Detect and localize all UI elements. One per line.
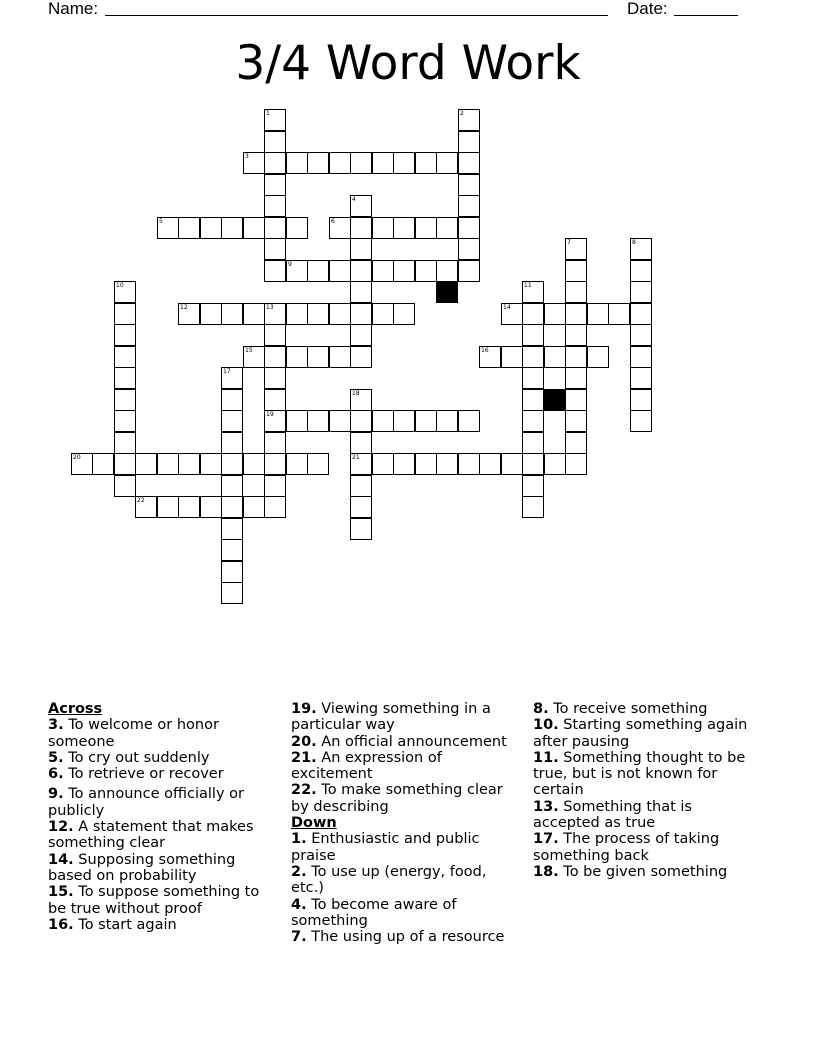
clue-number: 20.	[291, 733, 317, 750]
cell-number: 6	[331, 218, 335, 225]
grid-cell[interactable]	[522, 281, 544, 303]
name-label: Name:	[48, 0, 99, 18]
grid-cell[interactable]	[608, 303, 630, 325]
clue-text: Something that is accepted as true	[533, 798, 692, 832]
grid-cell[interactable]	[243, 217, 265, 239]
grid-cell[interactable]	[221, 432, 243, 454]
cell-number: 9	[288, 261, 292, 268]
grid-cell[interactable]	[114, 389, 136, 411]
clue-text: The using up of a resource	[311, 929, 505, 946]
clue-number: 19.	[291, 701, 317, 717]
grid-cell[interactable]	[264, 367, 286, 389]
grid-cell[interactable]	[350, 303, 372, 325]
grid-cell[interactable]	[630, 281, 652, 303]
clue-text: To receive something	[553, 701, 708, 717]
cell-number: 12	[180, 304, 188, 311]
cell-number: 11	[524, 282, 532, 289]
clue-down-7	[291, 929, 516, 945]
grid-cell[interactable]	[501, 346, 523, 368]
grid-cell[interactable]	[522, 303, 544, 325]
grid-cell[interactable]	[243, 152, 265, 174]
clue-across-5	[48, 750, 273, 766]
cell-number: 2	[460, 110, 464, 117]
grid-cell[interactable]	[178, 217, 200, 239]
grid-cell[interactable]	[415, 152, 437, 174]
clue-across-14	[48, 852, 273, 885]
clue-text: A statement that makes something clear	[48, 819, 254, 852]
grid-cell[interactable]	[565, 324, 587, 346]
cell-number: 5	[159, 218, 163, 225]
grid-cell[interactable]	[458, 152, 480, 174]
clue-text: To make something clear by describing	[291, 782, 503, 815]
grid-cell[interactable]	[522, 346, 544, 368]
grid-cell[interactable]	[415, 410, 437, 432]
grid-cell[interactable]	[329, 260, 351, 282]
grid-cell[interactable]	[350, 389, 372, 411]
grid-cell[interactable]	[458, 131, 480, 153]
grid-cell[interactable]	[264, 324, 286, 346]
grid-cell[interactable]	[522, 324, 544, 346]
grid-cell[interactable]	[200, 303, 222, 325]
grid-cell[interactable]	[522, 432, 544, 454]
grid-cell[interactable]	[565, 367, 587, 389]
grid-cell[interactable]	[264, 303, 286, 325]
grid-cell[interactable]	[393, 410, 415, 432]
clue-text: To announce officially or publicly	[48, 786, 244, 819]
grid-cell[interactable]	[393, 152, 415, 174]
clue-across-9	[48, 786, 273, 819]
grid-cell[interactable]	[350, 475, 372, 497]
grid-cell[interactable]	[114, 303, 136, 325]
grid-cell[interactable]	[114, 410, 136, 432]
grid-cell[interactable]	[307, 303, 329, 325]
grid-cell[interactable]	[350, 217, 372, 239]
grid-cell[interactable]	[565, 453, 587, 475]
clue-number: 13.	[533, 798, 559, 815]
grid-cell[interactable]	[630, 303, 652, 325]
cell-number: 3	[245, 153, 249, 160]
grid-cell[interactable]	[565, 303, 587, 325]
grid-cell[interactable]	[157, 453, 179, 475]
grid-cell[interactable]	[243, 303, 265, 325]
grid-cell[interactable]	[307, 152, 329, 174]
grid-cell[interactable]	[221, 475, 243, 497]
clue-text: To become aware of something	[291, 896, 457, 929]
grid-cell[interactable]	[372, 453, 394, 475]
grid-cell[interactable]	[264, 260, 286, 282]
grid-cell[interactable]	[458, 174, 480, 196]
clue-down-18	[533, 864, 758, 880]
cell-number: 16	[481, 347, 489, 354]
clue-number: 6.	[48, 766, 64, 783]
clue-down-10	[533, 717, 758, 750]
grid-cell[interactable]	[630, 389, 652, 411]
grid-cell[interactable]	[350, 281, 372, 303]
cell-number: 15	[245, 347, 253, 354]
cell-number: 1	[266, 110, 270, 117]
grid-cell[interactable]	[243, 453, 265, 475]
grid-cell[interactable]	[264, 109, 286, 131]
grid-cell[interactable]	[286, 303, 308, 325]
grid-cell[interactable]	[329, 346, 351, 368]
clue-number: 17.	[533, 831, 559, 848]
grid-cell[interactable]	[458, 217, 480, 239]
grid-cell[interactable]	[630, 410, 652, 432]
grid-cell[interactable]	[350, 195, 372, 217]
clue-across-15	[48, 884, 273, 917]
clue-text: Viewing something in a particular way	[291, 701, 491, 734]
clue-text: The process of taking something back	[533, 831, 720, 864]
grid-cell[interactable]	[243, 346, 265, 368]
grid-cell[interactable]	[522, 410, 544, 432]
clue-number: 21.	[291, 749, 317, 766]
grid-cell[interactable]	[307, 410, 329, 432]
clue-across-21	[291, 750, 516, 783]
clue-down-8	[533, 701, 758, 717]
grid-cell[interactable]	[436, 260, 458, 282]
grid-cell[interactable]	[264, 410, 286, 432]
clue-text: To retrieve or recover	[68, 766, 224, 783]
clue-number: 1.	[291, 831, 307, 848]
clue-across-22	[291, 782, 516, 815]
clue-text: To start again	[78, 916, 177, 933]
grid-cell[interactable]	[458, 195, 480, 217]
grid-cell[interactable]	[458, 410, 480, 432]
grid-cell[interactable]	[350, 432, 372, 454]
grid-cell[interactable]	[372, 303, 394, 325]
grid-cell[interactable]	[565, 432, 587, 454]
black-square	[436, 281, 458, 303]
grid-cell[interactable]	[372, 410, 394, 432]
grid-cell[interactable]	[264, 346, 286, 368]
clue-text: An expression of excitement	[291, 749, 442, 783]
cell-number: 18	[352, 390, 360, 397]
grid-cell[interactable]	[565, 346, 587, 368]
clue-column-2	[291, 701, 516, 945]
grid-cell[interactable]	[565, 238, 587, 260]
black-square	[544, 389, 566, 411]
clue-text: To welcome or honor someone	[48, 717, 219, 750]
clue-text: Something thought to be true, but is not known for certain	[533, 749, 746, 799]
grid-cell[interactable]	[264, 475, 286, 497]
grid-cell[interactable]	[522, 496, 544, 518]
grid-cell[interactable]	[221, 217, 243, 239]
grid-cell[interactable]	[458, 238, 480, 260]
grid-cell[interactable]	[157, 496, 179, 518]
clue-across-3	[48, 717, 273, 750]
grid-cell[interactable]	[221, 539, 243, 561]
cell-number: 20	[73, 454, 81, 461]
grid-cell[interactable]	[264, 496, 286, 518]
grid-cell[interactable]	[565, 260, 587, 282]
grid-cell[interactable]	[630, 346, 652, 368]
clue-across-19	[291, 701, 516, 734]
clue-number: 5.	[48, 749, 64, 766]
clue-number: 7.	[291, 929, 307, 946]
cell-number: 17	[223, 368, 231, 375]
clue-text: To use up (energy, food, etc.)	[291, 863, 487, 897]
grid-cell[interactable]	[264, 389, 286, 411]
grid-cell[interactable]	[501, 303, 523, 325]
cell-number: 4	[352, 196, 356, 203]
clue-number: 9.	[48, 786, 64, 803]
grid-cell[interactable]	[221, 453, 243, 475]
clue-number: 4.	[291, 896, 307, 913]
grid-cell[interactable]	[372, 217, 394, 239]
clue-down-1	[291, 831, 516, 864]
grid-cell[interactable]	[350, 518, 372, 540]
grid-cell[interactable]	[565, 281, 587, 303]
grid-cell[interactable]	[544, 303, 566, 325]
grid-cell[interactable]	[286, 217, 308, 239]
grid-cell[interactable]	[157, 217, 179, 239]
grid-cell[interactable]	[415, 260, 437, 282]
grid-cell[interactable]	[286, 453, 308, 475]
grid-cell[interactable]	[544, 453, 566, 475]
across-heading: Across	[48, 701, 103, 717]
grid-cell[interactable]	[393, 453, 415, 475]
grid-cell[interactable]	[221, 518, 243, 540]
cell-number: 8	[632, 239, 636, 246]
grid-cell[interactable]	[350, 152, 372, 174]
grid-cell[interactable]	[415, 217, 437, 239]
grid-cell[interactable]	[372, 152, 394, 174]
clue-across-6	[48, 766, 273, 782]
grid-cell[interactable]	[200, 496, 222, 518]
grid-cell[interactable]	[458, 109, 480, 131]
grid-cell[interactable]	[630, 260, 652, 282]
grid-cell[interactable]	[264, 174, 286, 196]
clue-text: To suppose something to be true without proof	[48, 884, 260, 917]
grid-cell[interactable]	[178, 453, 200, 475]
grid-cell[interactable]	[264, 238, 286, 260]
clue-text: To cry out suddenly	[68, 749, 210, 766]
clue-down-13	[533, 799, 758, 832]
grid-cell[interactable]	[264, 195, 286, 217]
page-title: 3/4 Word Work	[235, 36, 581, 91]
grid-cell[interactable]	[135, 453, 157, 475]
grid-cell[interactable]	[329, 217, 351, 239]
grid-cell[interactable]	[436, 152, 458, 174]
clue-column-1	[48, 701, 273, 933]
grid-cell[interactable]	[114, 281, 136, 303]
clue-text: Supposing something based on probability	[48, 851, 236, 884]
date-label: Date:	[627, 0, 668, 18]
grid-cell[interactable]	[350, 496, 372, 518]
grid-cell[interactable]	[350, 324, 372, 346]
grid-cell[interactable]	[221, 303, 243, 325]
cell-number: 10	[116, 282, 124, 289]
down-heading: Down	[291, 815, 337, 832]
clue-number: 3.	[48, 717, 64, 734]
grid-cell[interactable]	[264, 152, 286, 174]
grid-cell[interactable]	[522, 367, 544, 389]
cell-number: 19	[266, 411, 274, 418]
clue-number: 14.	[48, 851, 74, 868]
grid-cell[interactable]	[114, 432, 136, 454]
clue-number: 2.	[291, 863, 307, 880]
grid-cell[interactable]	[436, 410, 458, 432]
cell-number: 22	[137, 497, 145, 504]
clue-text: Starting something again after pausing	[533, 717, 748, 750]
grid-cell[interactable]	[114, 346, 136, 368]
clue-down-4	[291, 897, 516, 930]
clue-across-20	[291, 734, 516, 750]
cell-number: 14	[503, 304, 511, 311]
grid-cell[interactable]	[393, 260, 415, 282]
clue-number: 18.	[533, 863, 559, 880]
grid-cell[interactable]	[544, 346, 566, 368]
grid-cell[interactable]	[221, 496, 243, 518]
grid-cell[interactable]	[221, 389, 243, 411]
grid-cell[interactable]	[393, 217, 415, 239]
cell-number: 21	[352, 454, 360, 461]
grid-cell[interactable]	[350, 453, 372, 475]
grid-cell[interactable]	[178, 303, 200, 325]
grid-cell[interactable]	[264, 217, 286, 239]
grid-cell[interactable]	[286, 346, 308, 368]
grid-cell[interactable]	[264, 453, 286, 475]
grid-cell[interactable]	[565, 410, 587, 432]
grid-cell[interactable]	[135, 496, 157, 518]
clue-across-12	[48, 819, 273, 852]
grid-cell[interactable]	[458, 260, 480, 282]
clue-text: An official announcement	[321, 733, 507, 750]
clue-number: 22.	[291, 782, 317, 799]
grid-cell[interactable]	[92, 453, 114, 475]
grid-cell[interactable]	[114, 475, 136, 497]
clue-number: 12.	[48, 819, 74, 836]
clue-column-3	[533, 701, 758, 880]
clue-text: To be given something	[563, 863, 728, 880]
grid-cell[interactable]	[286, 410, 308, 432]
grid-cell[interactable]	[587, 346, 609, 368]
clue-text: Enthusiastic and public praise	[291, 831, 480, 864]
grid-cell[interactable]	[221, 367, 243, 389]
grid-cell[interactable]	[630, 324, 652, 346]
grid-cell[interactable]	[350, 346, 372, 368]
grid-cell[interactable]	[307, 260, 329, 282]
grid-cell[interactable]	[178, 496, 200, 518]
grid-cell[interactable]	[71, 453, 93, 475]
grid-cell[interactable]	[630, 238, 652, 260]
grid-cell[interactable]	[200, 217, 222, 239]
grid-cell[interactable]	[114, 453, 136, 475]
grid-cell[interactable]	[522, 453, 544, 475]
grid-cell[interactable]	[221, 561, 243, 583]
clue-number: 15.	[48, 884, 74, 901]
clue-number: 11.	[533, 749, 559, 766]
clue-down-11	[533, 750, 758, 799]
grid-cell[interactable]	[522, 389, 544, 411]
grid-cell[interactable]	[350, 260, 372, 282]
cell-number: 7	[567, 239, 571, 246]
grid-cell[interactable]	[307, 346, 329, 368]
grid-cell[interactable]	[565, 389, 587, 411]
clue-down-2	[291, 864, 516, 897]
grid-cell[interactable]	[221, 582, 243, 604]
grid-cell[interactable]	[372, 260, 394, 282]
grid-cell[interactable]	[587, 303, 609, 325]
clue-down-17	[533, 831, 758, 864]
grid-cell[interactable]	[436, 217, 458, 239]
grid-cell[interactable]	[243, 496, 265, 518]
grid-cell[interactable]	[350, 238, 372, 260]
grid-cell[interactable]	[329, 410, 351, 432]
clue-number: 16.	[48, 916, 74, 933]
grid-cell[interactable]	[114, 367, 136, 389]
grid-cell[interactable]	[264, 131, 286, 153]
clue-number: 8.	[533, 701, 549, 717]
grid-cell[interactable]	[329, 152, 351, 174]
grid-cell[interactable]	[329, 303, 351, 325]
grid-cell[interactable]	[630, 367, 652, 389]
clue-across-16	[48, 917, 273, 933]
grid-cell[interactable]	[307, 453, 329, 475]
grid-cell[interactable]	[286, 260, 308, 282]
grid-cell[interactable]	[436, 453, 458, 475]
grid-cell[interactable]	[264, 432, 286, 454]
grid-cell[interactable]	[479, 453, 501, 475]
grid-cell[interactable]	[501, 453, 523, 475]
grid-cell[interactable]	[200, 453, 222, 475]
grid-cell[interactable]	[522, 475, 544, 497]
grid-cell[interactable]	[415, 453, 437, 475]
grid-cell[interactable]	[286, 152, 308, 174]
grid-cell[interactable]	[350, 410, 372, 432]
cell-number: 13	[266, 304, 274, 311]
grid-cell[interactable]	[221, 410, 243, 432]
grid-cell[interactable]	[393, 303, 415, 325]
grid-cell[interactable]	[114, 324, 136, 346]
grid-cell[interactable]	[479, 346, 501, 368]
clue-number: 10.	[533, 717, 559, 734]
grid-cell[interactable]	[458, 453, 480, 475]
